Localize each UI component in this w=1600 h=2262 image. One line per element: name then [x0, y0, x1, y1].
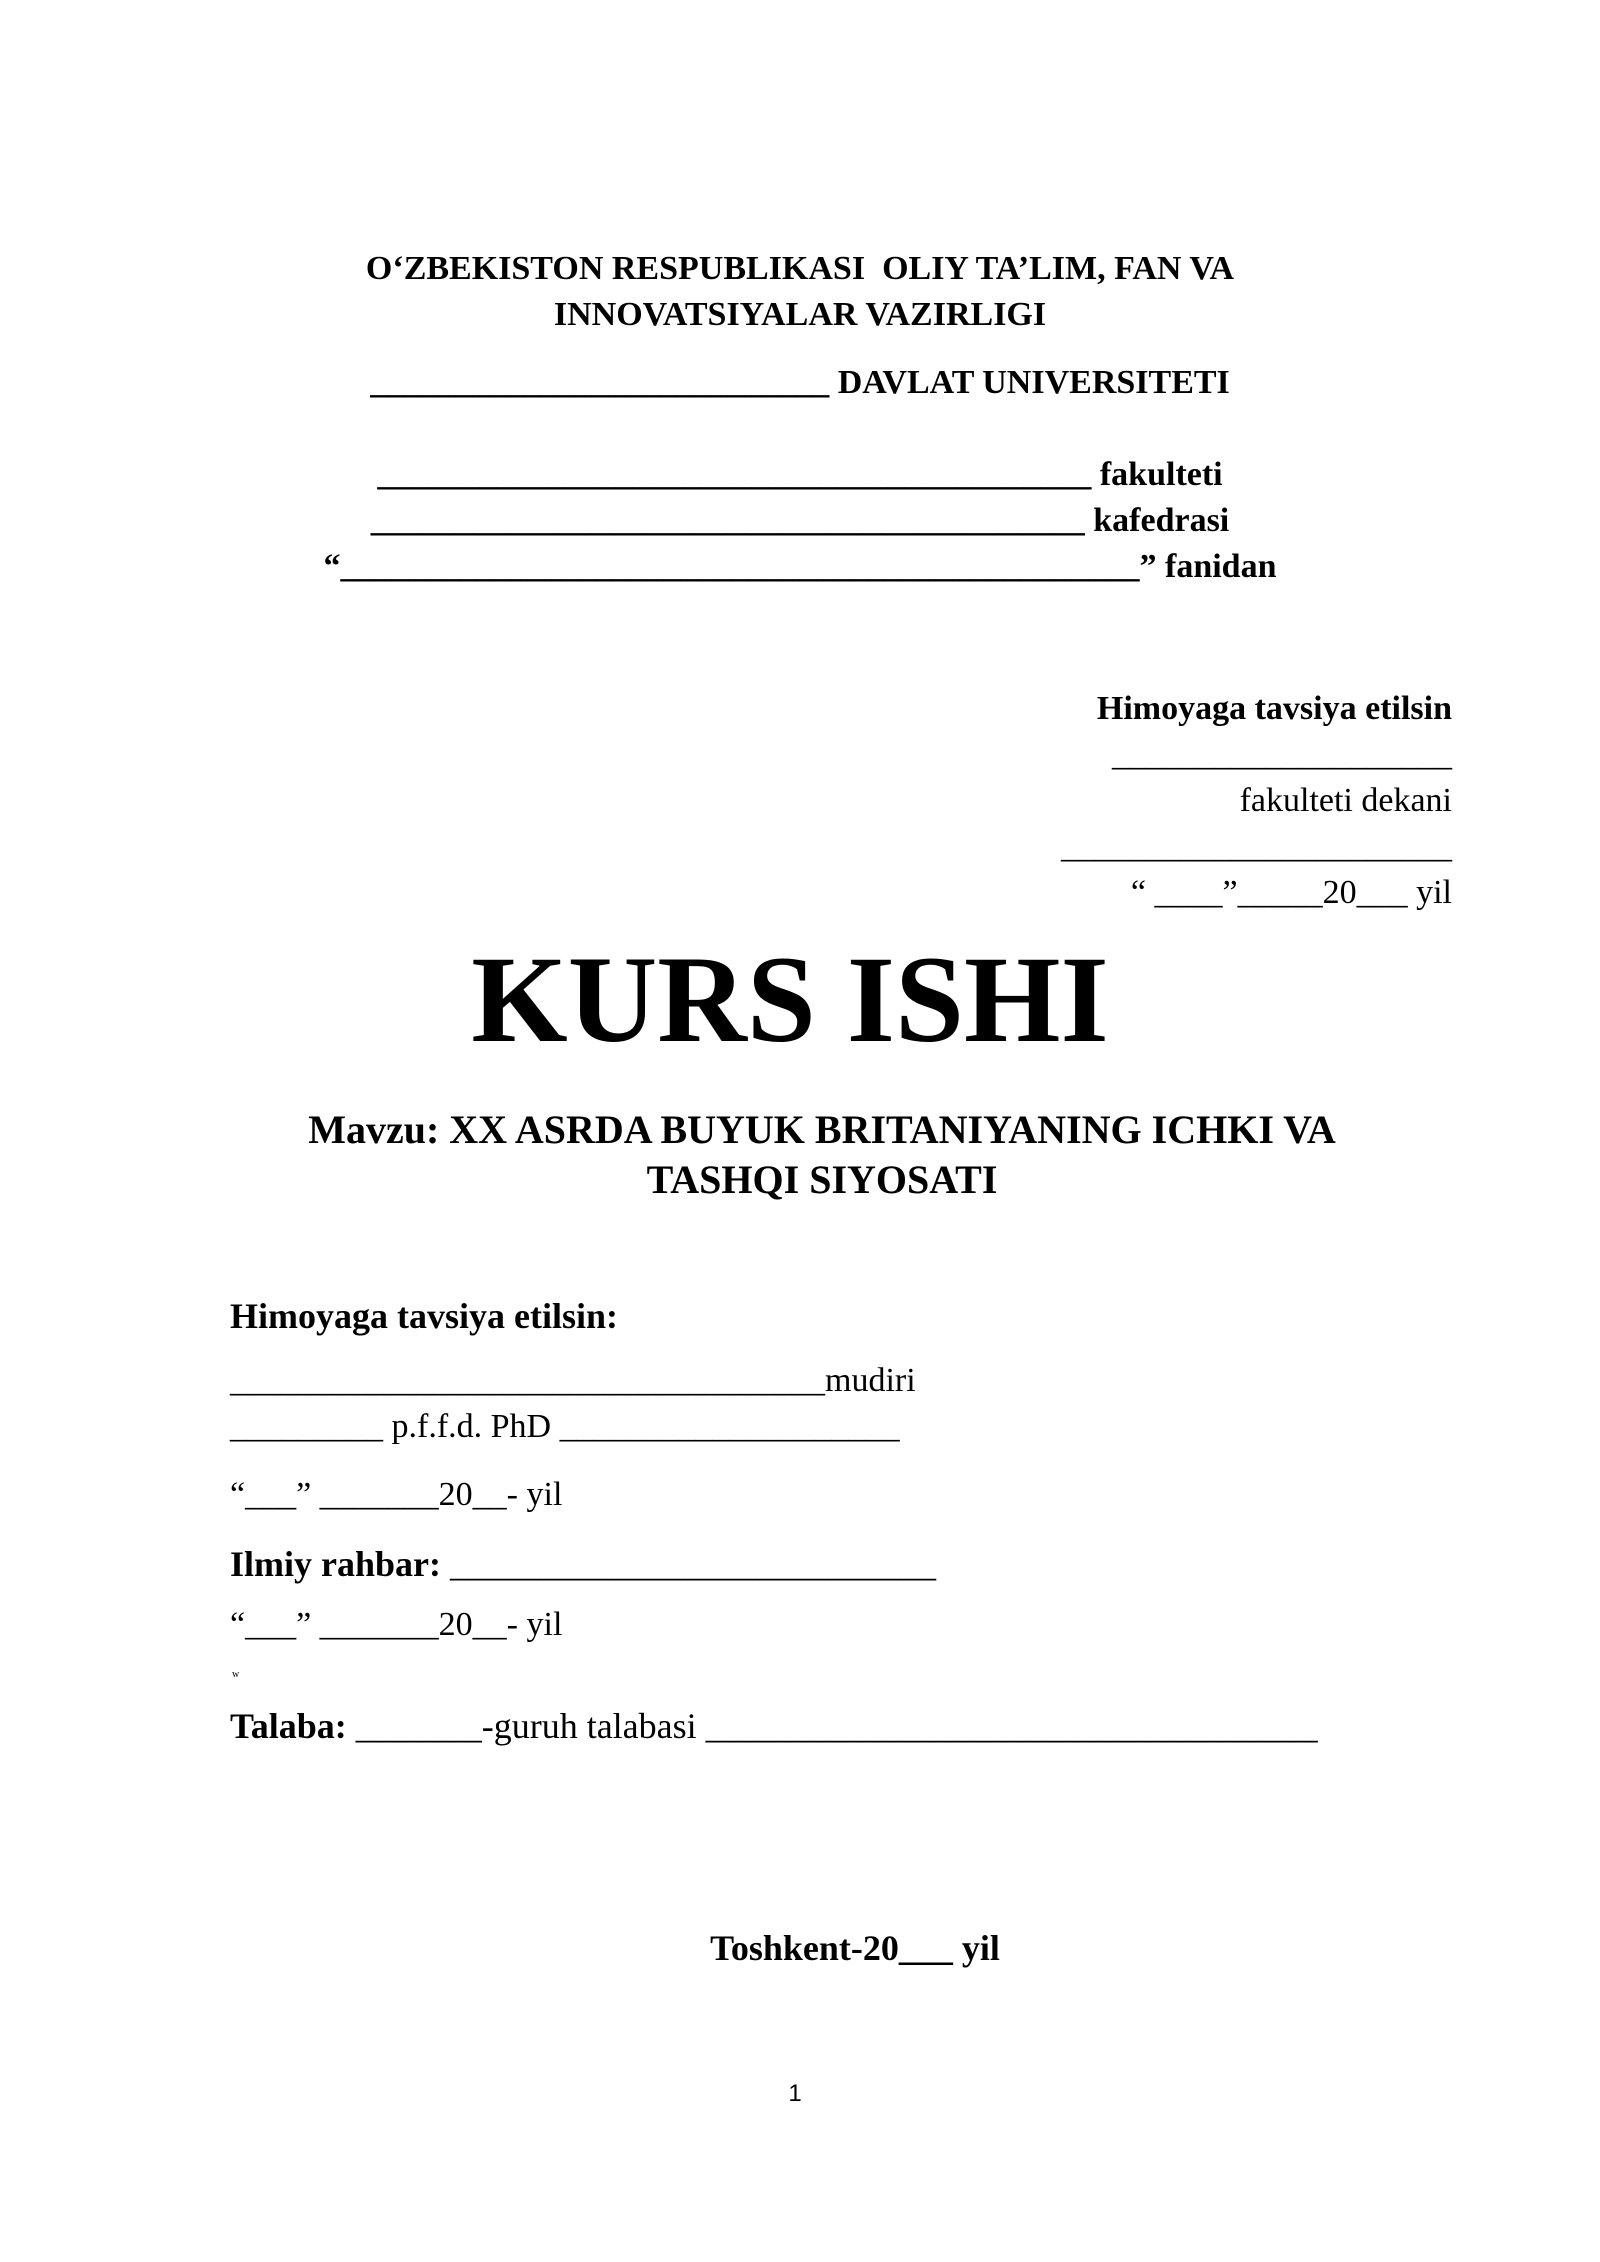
stray-mark: w	[232, 1669, 240, 1680]
supervisor-row	[230, 1546, 936, 1582]
topic-line-2: TASHQI SIYOSATI	[646, 1157, 998, 1202]
student-label: Talaba:	[230, 1706, 347, 1746]
student-line: _______-guruh talabasi __________________________________	[346, 1706, 1318, 1746]
faculty-line: __________________________________________ fakulteti	[377, 456, 1223, 493]
student-row	[230, 1708, 1318, 1744]
supervisor-line: ___________________________	[441, 1544, 936, 1584]
department-approval-heading: Himoyaga tavsiya etilsin:	[230, 1296, 618, 1336]
ministry-line-1: O‘ZBEKISTON RESPUBLIKASI OLIY TA’LIM, FAN VA	[365, 250, 1235, 287]
subject-line: “_______________________________________________” fanidan	[323, 548, 1277, 585]
page-title: KURS ISHI	[471, 931, 1109, 1068]
department-head-line: ___________________________________mudiri	[230, 1362, 916, 1399]
supervisor-date: “___” _______20__- yil	[230, 1606, 563, 1643]
topic-line-1: Mavzu: XX ASRDA BUYUK BRITANIYANING ICHKI VA	[308, 1107, 1336, 1152]
degree-line: _________ p.f.f.d. PhD ____________________	[230, 1408, 900, 1445]
page-number: 1	[788, 2080, 802, 2107]
dean-approval-heading: Himoyaga tavsiya etilsin	[1096, 690, 1452, 727]
place-year: Toshkent-20___ yil	[710, 1928, 1000, 1968]
dean-approval-date: “ ____”_____20___ yil	[1130, 874, 1452, 911]
dean-role: fakulteti dekani	[1239, 782, 1452, 819]
dean-signature-line: ____________________	[1112, 736, 1452, 773]
department-approval-date: “___” _______20__- yil	[230, 1476, 563, 1513]
dean-name-line: _______________________	[1061, 828, 1452, 865]
university-line: ___________________________ DAVLAT UNIVERSITETI	[370, 364, 1230, 401]
department-line: __________________________________________ kafedrasi	[370, 502, 1230, 539]
supervisor-label: Ilmiy rahbar:	[230, 1544, 441, 1584]
ministry-line-2: INNOVATSIYALAR VAZIRLIGI	[553, 296, 1047, 333]
